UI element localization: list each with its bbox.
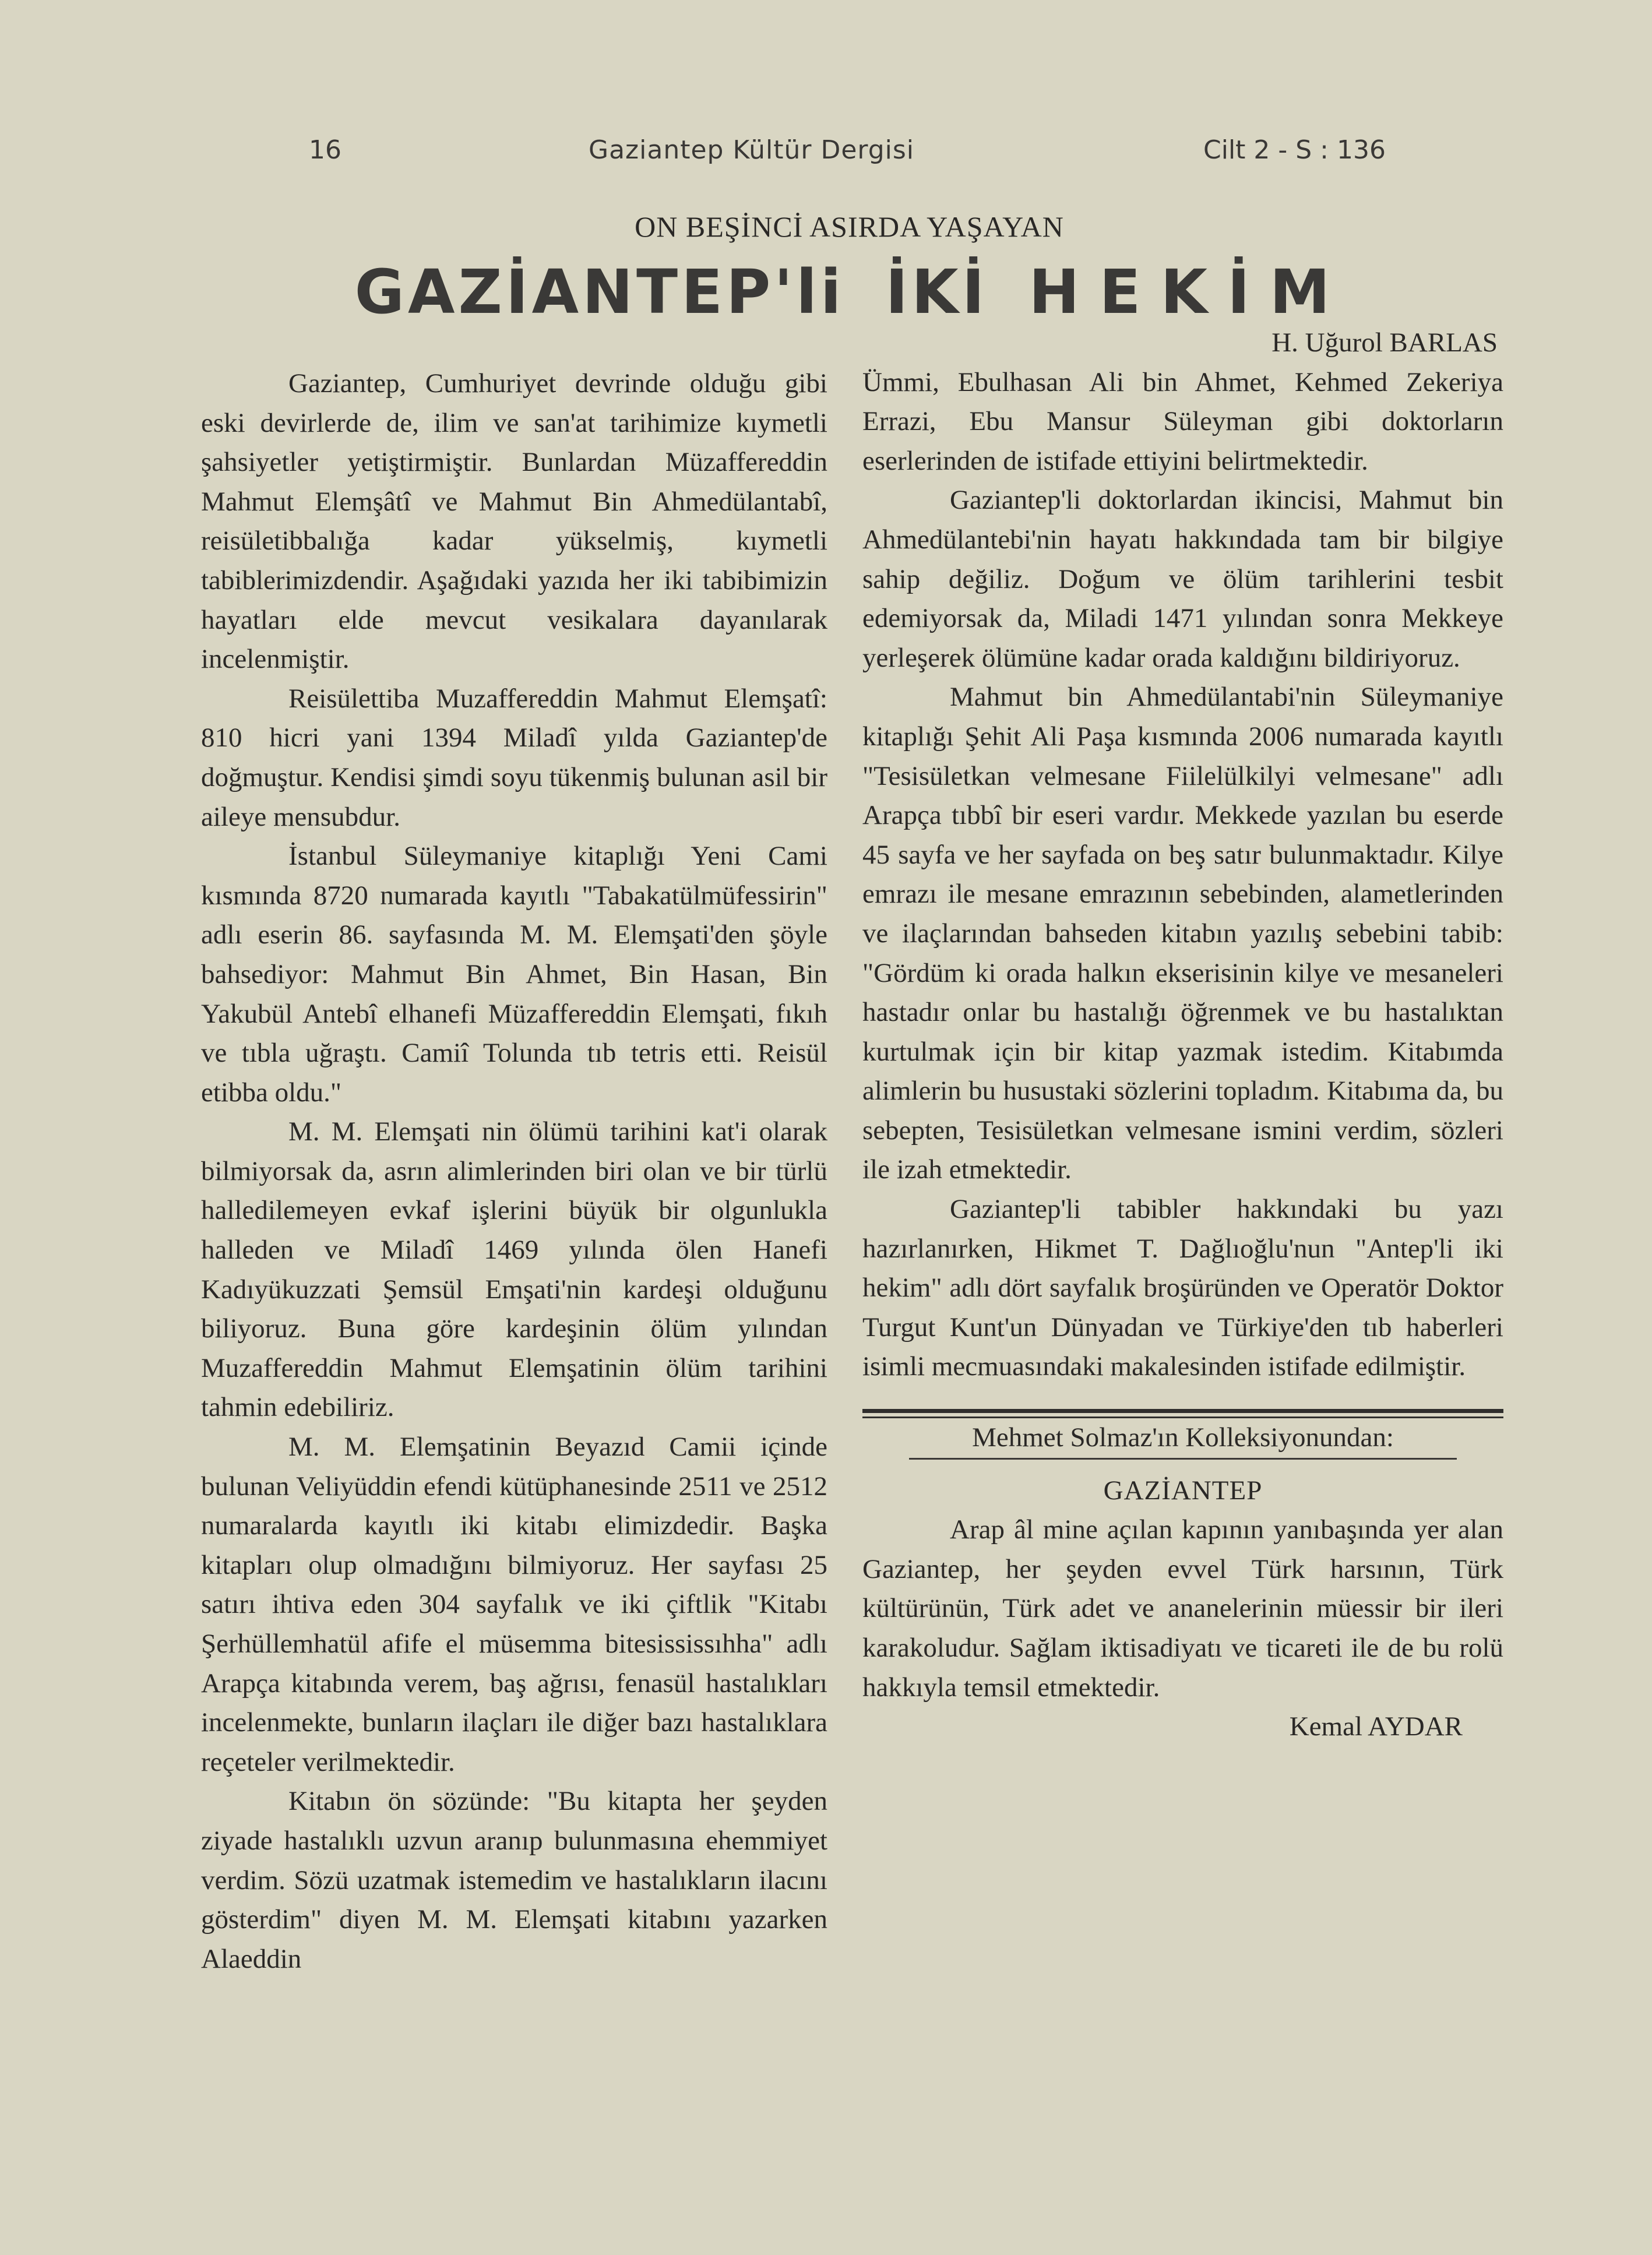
volume-issue: Cilt 2 - S : 136 [1203,135,1386,165]
article-title [0,256,1652,327]
body-paragraph: Gaziantep'li tabibler hakkındaki bu yazı hazırlanırken, Hikmet T. Dağlıoğlu'nun "Antep'li iki hekim" adlı dört sayfalık broşüründen ve Operatör Doktor Turgut Kunt'un Dünyadan ve Türkiye'den tıb haberleri isimli mecmuasındaki makalesinden istifade edilmiştir. [862,1194,1503,1382]
running-header [0,135,1652,176]
article-author: H. Uğurol BARLAS [1271,327,1498,358]
page-number: 16 [309,135,341,165]
body-paragraph: Mahmut bin Ahmedülantabi'nin Süleymaniye kitaplığı Şehit Ali Paşa kısmında 2006 numarada kayıtlı "Tesisületkan velmesane Fiilelülkilyi velmesane" adlı Arapça tıbbî bir eseri vardır. Mekkede yazılan bu eserde 45 sayfa ve her sayfada on beş satır bulunmaktadır. Kilye emrazı ile mesane emrazının sebebinden, alametlerinden ve ilaçlarından bahseden kitabın yazılış sebebini tabib: "Gördüm ki orada halkın ekserisinin kilye ve mesaneleri hastadır onlar bu hastalığı öğrenmek ve bu hastalıktan kurtulmak için bir kitap yazmak istedim. Kitabımda alimlerin bu husustaki sözlerini topladım. Kitabıma da, bu sebepten, Tesisületkan velmesane ismini verdim, sözleri ile izah etmektedir. [862,682,1503,1185]
body-paragraph: Gaziantep, Cumhuriyet devrinde olduğu gibi eski devirlerde de, ilim ve san'at tarihimize kıymetli şahsiyetler yetiştirmiştir. Bunlardan Müzaffereddin Mahmut Elemşâtî ve Mahmut Bin Ahmedülantabî, reisületibbalığa kadar yükselmiş, kıymetli tabiblerimizdendir. Aşağıdaki yazıda her iki tabibimizin hayatları elde mevcut vesikalara dayanılarak incelenmiştir. [201,368,827,675]
credit-underline [909,1458,1457,1460]
title-part-1: GAZİANTEP'li [354,256,845,327]
body-paragraph: Gaziantep'li doktorlardan ikincisi, Mahmut bin Ahmedülantebi'nin hayatı hakkındada tam bir bilgiye sahip değiliz. Doğum ve ölüm tarihlerini tesbit edemiyorsak da, Miladi 1471 yılından sonra Mekkeye yerleşerek ölümüne kadar orada kaldığını bildiriyoruz. [862,485,1503,673]
sidebar-signature: Kemal AYDAR [1289,1711,1463,1742]
journal-title: Gaziantep Kültür Dergisi [589,135,915,165]
body-paragraph: Kitabın ön sözünde: "Bu kitapta her şeyden ziyade hastalıklı uzvun aranıp bulunmasına ehemmiyet verdim. Sözü uzatmak istemedim ve hastalıkların ilacını gösterdim" diyen M. M. Elemşati kitabını yazarken Alaeddin [201,1786,827,1974]
collection-credit: Mehmet Solmaz'ın Kolleksiyonundan: [972,1422,1394,1453]
section-divider [862,1409,1503,1413]
article-kicker: ON BEŞİNCİ ASIRDA YAŞAYAN [635,210,1064,243]
title-part-3: HEKİM [1028,256,1350,327]
title-part-2: İKİ [885,256,988,327]
body-paragraph: M. M. Elemşatinin Beyazıd Camii içinde bulunan Veliyüddin efendi kütüphanesinde 2511 ve 2512 numaralarda kayıtlı iki kitabı elimizdedir. Başka kitapları olup olmadığını bilmiyoruz. Her sayfası 25 satırı ihtiva eden 304 sayfalık ve iki çiftlik "Kitabı Şerhüllemhatül afife el müsemma bitesississıhha" adlı Arapça kitabında verem, baş ağrısı, fenasül hastalıkları incelenmekte, bunların ilaçları ile diğer bazı hastalıklara reçeteler verilmektedir. [201,1432,827,1777]
right-column [862,323,1503,1747]
body-paragraph: M. M. Elemşati nin ölümü tarihini kat'i olarak bilmiyorsak da, asrın alimlerinden biri olan ve bir türlü halledilemeyen evkaf işlerini büyük bir olgunlukla halleden ve Miladî 1469 yılında ölen Hanefi Kadıyükuzzati Şemsül Emşati'nin kardeşi olduğunu biliyoruz. Buna göre kardeşinin ölüm yılından Muzaffereddin Mahmut Elemşatinin ölüm tarihini tahmin edebiliriz. [201,1116,827,1423]
body-paragraph: Ümmi, Ebulhasan Ali bin Ahmet, Kehmed Zekeriya Errazi, Ebu Mansur Süleyman gibi doktorların eserlerinden de istifade ettiyini belirtmektedir. [862,367,1503,476]
body-paragraph: İstanbul Süleymaniye kitaplığı Yeni Cami kısmında 8720 numarada kayıtlı "Tabakatülmüfessirin" adlı eserin 86. sayfasında M. M. Elemşati'den şöyle bahsediyor: Mahmut Bin Ahmet, Bin Hasan, Bin Yakubül Antebî elhanefi Müzaffereddin Elemşati, fıkıh ve tıbla uğraştı. Camiî Tolunda tıb tetris etti. Reisül etibba oldu." [201,841,827,1108]
body-paragraph: Reisülettiba Muzaffereddin Mahmut Elemşatî: 810 hicri yani 1394 Miladî yılda Gaziantep'de doğmuştur. Kendisi şimdi soyu tükenmiş bulunan asil bir aileye mensubdur. [201,683,827,832]
left-column [201,364,827,1979]
sidebar-text: Arap âl mine açılan kapının yanıbaşında yer alan Gaziantep, her şeyden evvel Türk harsının, Türk kültürünün, Türk adet ve ananelerinin müessir bir ileri karakoludur. Sağlam iktisadiyatı ve ticareti ile de bu rolü hakkıyla temsil etmektedir. [862,1514,1503,1703]
sidebar-heading: GAZİANTEP [1103,1475,1263,1506]
